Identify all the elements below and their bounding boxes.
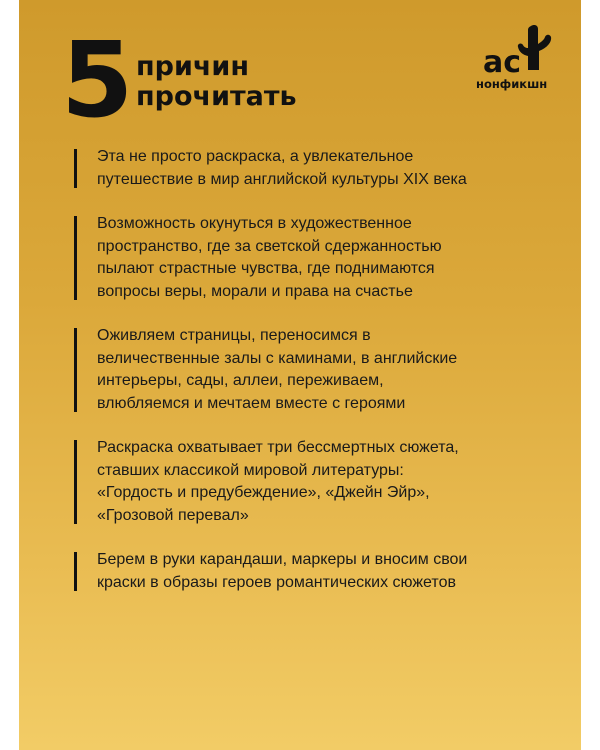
logo-subtitle: нонфикшн <box>476 77 548 91</box>
page <box>19 0 581 750</box>
reason-text-line: краски в образы героев романтических сюжетов <box>97 573 456 591</box>
reason-item-5 <box>74 549 554 594</box>
page-title-line-1: причин <box>136 51 250 82</box>
reason-text-line: величественные залы с каминами, в английские <box>97 349 458 367</box>
reason-text-line: вопросы веры, морали и права на счастье <box>97 282 413 300</box>
reason-text-line: «Гордость и предубеждение», «Джейн Эйр», <box>97 484 430 501</box>
reason-accent-bar <box>74 552 77 591</box>
reason-text-line: Оживляем страницы, переносимся в <box>97 327 371 344</box>
reason-text-line: пространство, где за светской сдержанностью <box>97 237 442 255</box>
page-title <box>136 52 297 112</box>
page-title-line-2: прочитать <box>136 81 297 112</box>
reason-count-number: 5 <box>61 19 132 141</box>
reason-accent-bar <box>74 149 77 188</box>
reason-item-2 <box>74 213 554 303</box>
reason-text-line: Берем в руки карандаши, маркеры и вносим свои <box>97 551 468 568</box>
reason-item-4 <box>74 437 554 527</box>
reasons-list <box>74 146 554 594</box>
reason-text-line: Возможность окунуться в художественное <box>97 215 412 232</box>
reason-accent-bar <box>74 440 77 524</box>
reason-text-line: путешествие в мир английской культуры XIX века <box>97 170 467 188</box>
reason-accent-bar <box>74 328 77 412</box>
reason-text-line: влюбляемся и мечтаем вместе с героями <box>97 394 406 412</box>
reason-text-line: пылают страстные чувства, где поднимаются <box>97 260 435 277</box>
reason-text-line: Эта не просто раскраска, а увлекательное <box>97 148 414 165</box>
reason-text-line: интерьеры, сады, аллеи, переживаем, <box>97 372 384 389</box>
reason-item-3 <box>74 325 554 415</box>
reason-text-line: «Грозовой перевал» <box>97 506 249 524</box>
reason-text-line: Раскраска охватывает три бессмертных сюжета, <box>97 439 459 456</box>
reason-item-1 <box>74 146 554 191</box>
logo-mark: ас <box>483 45 522 80</box>
reason-accent-bar <box>74 216 77 300</box>
cactus-icon <box>518 25 551 70</box>
reason-text-line: ставших классикой мировой литературы: <box>97 461 404 479</box>
